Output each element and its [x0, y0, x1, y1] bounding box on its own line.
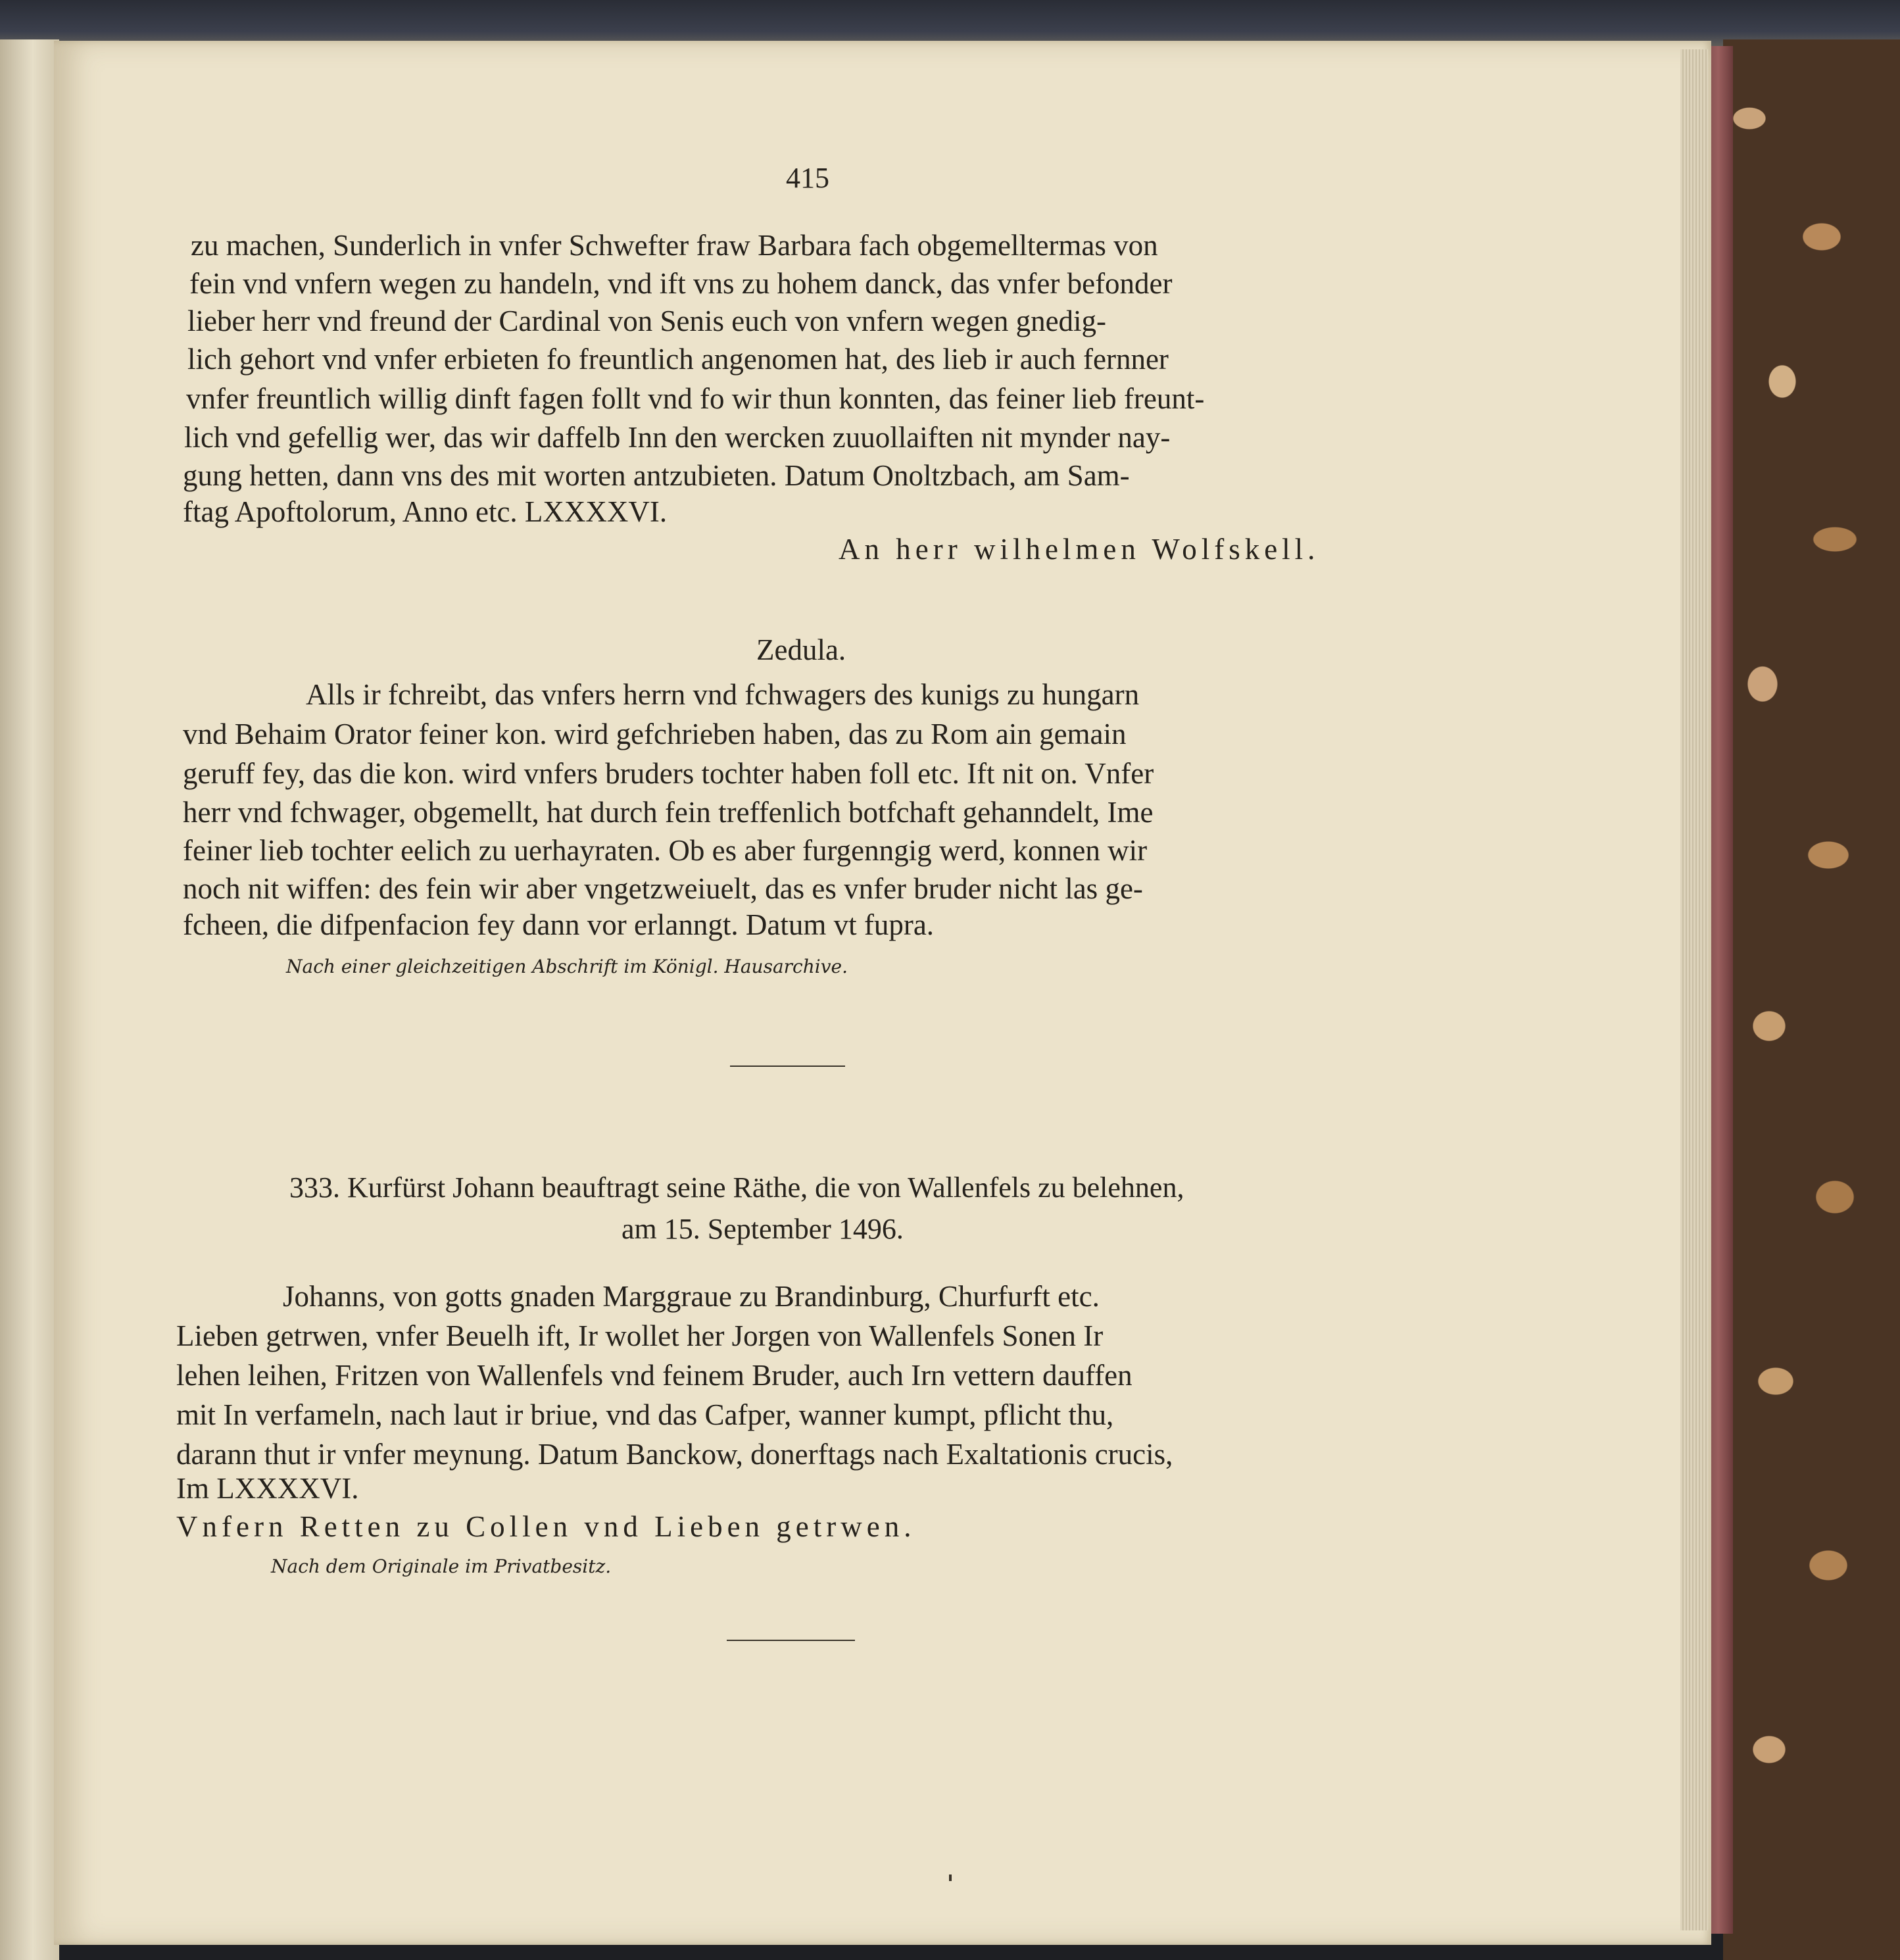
document-heading-date: am 15. September 1496. — [621, 1213, 904, 1245]
document-line: Johanns, von gotts gnaden Marggraue zu Brandinburg, Churfurft etc. — [283, 1280, 1100, 1313]
left-page-edge — [0, 39, 59, 1960]
marbled-cover-board — [1723, 39, 1900, 1960]
ink-speck — [949, 1874, 952, 1881]
document-source-note: Nach dem Originale im Privatbesitz. — [271, 1556, 612, 1577]
letter-line: lieber herr vnd freund der Cardinal von Senis euch von vnfern wegen gnedig- — [187, 305, 1107, 337]
document-line: lehen leihen, Fritzen von Wallenfels vnd feinem Bruder, auch Irn vettern dauffen — [176, 1359, 1133, 1392]
document-heading: 333. Kurfürst Johann beauftragt seine Räthe, die von Wallenfels zu belehnen, — [289, 1171, 1184, 1204]
document-line: mit In verfameln, nach laut ir briue, vnd das Cafper, wanner kumpt, pflicht thu, — [176, 1398, 1114, 1431]
zedula-source-note: Nach einer gleichzeitigen Abschrift im Königl. Hausarchive. — [286, 956, 848, 977]
zedula-line: herr vnd fchwager, obgemellt, hat durch fein treffenlich botfchaft gehanndelt, Ime — [183, 796, 1154, 829]
zedula-line: fcheen, die difpenfacion fey dann vor erlanngt. Datum vt fupra. — [183, 908, 935, 941]
zedula-line: noch nit wiffen: des fein wir aber vngetzweiuelt, das es vnfer bruder nicht las ge- — [183, 872, 1143, 905]
letter-address: An herr wilhelmen Wolfskell. — [839, 533, 1320, 566]
letter-line: lich vnd gefellig wer, das wir daffelb Inn den wercken zuuollaiften nit mynder nay- — [184, 421, 1171, 454]
letter-line: fein vnd vnfern wegen zu handeln, vnd ift vns zu hohem danck, das vnfer befonder — [189, 267, 1173, 300]
zedula-line: Alls ir fchreibt, das vnfers herrn vnd fchwagers des kunigs zu hungarn — [306, 678, 1140, 711]
document-line: Im LXXXXVI. — [176, 1472, 359, 1505]
document-line: Lieben getrwen, vnfer Beuelh ift, Ir wollet her Jorgen von Wallenfels Sonen Ir — [176, 1319, 1104, 1352]
section-divider — [730, 1066, 845, 1067]
zedula-line: vnd Behaim Orator feiner kon. wird gefchrieben haben, das zu Rom ain gemain — [183, 718, 1127, 750]
letter-line: ftag Apoftolorum, Anno etc. LXXXXVI. — [183, 495, 668, 528]
zedula-line: feiner lieb tochter eelich zu uerhayraten. Ob es aber furgenngig werd, konnen wir — [183, 834, 1148, 867]
document-address: Vnfern Retten zu Collen vnd Lieben getrwen. — [176, 1510, 916, 1543]
page-number: 415 — [786, 162, 829, 194]
document-line: darann thut ir vnfer meynung. Datum Banckow, donerftags nach Exaltationis crucis, — [176, 1438, 1173, 1471]
letter-line: zu machen, Sunderlich in vnfer Schwefter fraw Barbara fach obgemelltermas von — [191, 229, 1158, 262]
zedula-title: Zedula. — [756, 633, 846, 666]
letter-line: vnfer freuntlich willig dinft fagen follt vnd fo wir thun konnten, das feiner lieb freunt- — [186, 382, 1205, 415]
letter-line: gung hetten, dann vns des mit worten antzubieten. Datum Onoltzbach, am Sam- — [183, 459, 1130, 492]
letter-line: lich gehort vnd vnfer erbieten fo freuntlich angenomen hat, des lieb ir auch fernner — [187, 343, 1169, 376]
page-stack-edges — [1680, 49, 1708, 1930]
end-divider — [727, 1640, 855, 1641]
zedula-line: geruff fey, das die kon. wird vnfers bruders tochter haben foll etc. Ift nit on. Vnfer — [183, 757, 1154, 790]
